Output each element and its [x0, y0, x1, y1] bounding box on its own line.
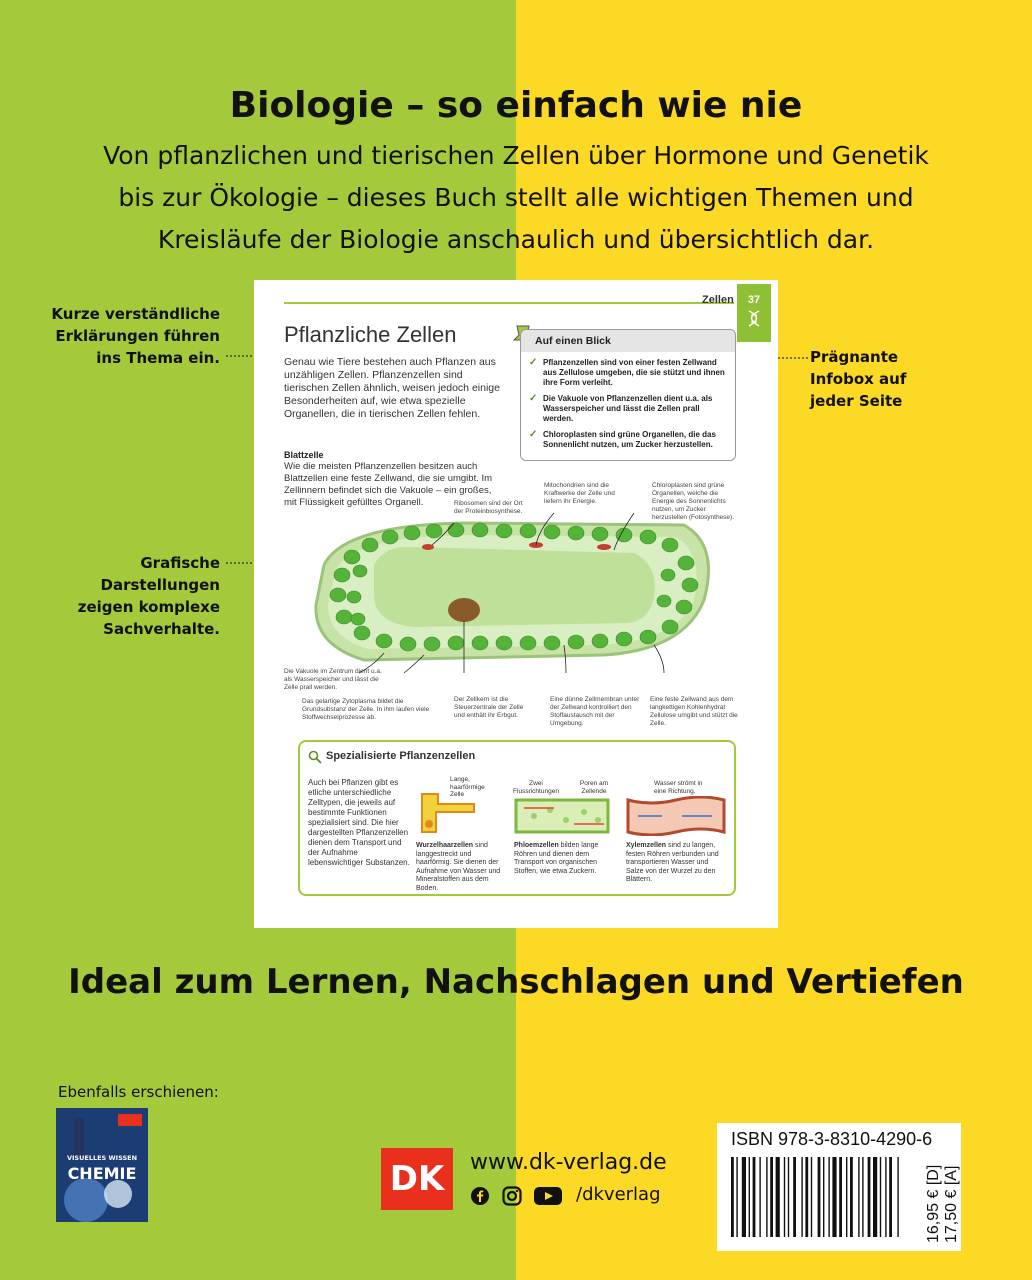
label-mitochondrien: Mitochondrien sind die Kraftwerke der Zelle und liefern ihr Energie.: [544, 482, 615, 505]
barcode-bar: [823, 1157, 824, 1237]
facebook-icon[interactable]: [470, 1186, 490, 1206]
callout-line: jeder Seite: [810, 392, 903, 410]
label-ribosomen: Ribosomen sind der Ort der Proteinbiosynthese.: [454, 500, 523, 515]
phloem-label-pores: Poren am Zellende: [579, 780, 609, 795]
xylem-label: Wasser strömt in eine Richtung.: [654, 780, 703, 795]
barcode-icon: [731, 1157, 921, 1237]
barcode-bar: [832, 1157, 836, 1237]
check-icon: ✓: [529, 429, 538, 440]
callout-line: Prägnante: [810, 348, 899, 366]
infobox-item-text: Pflanzenzellen sind von einer festen Zellwand aus Zellulose umgeben, die sie stützt und ihnen ihre Form verleiht.: [543, 358, 725, 387]
intro-line: bis zur Ökologie – dieses Buch stellt alle wichtigen Themen und: [118, 183, 914, 212]
infobox: [520, 329, 736, 461]
magnifier-icon: [308, 750, 322, 764]
dk-logo[interactable]: DK: [381, 1148, 453, 1210]
barcode-bar: [880, 1157, 881, 1237]
barcode-bar: [753, 1157, 756, 1237]
barcode-bar: [801, 1157, 802, 1237]
sample-page: [254, 280, 778, 928]
headline: Biologie – so einfach wie nie: [229, 85, 803, 126]
barcode-bar: [793, 1157, 796, 1237]
xylem-caption: [626, 842, 726, 885]
barcode-bar: [873, 1157, 877, 1237]
page-intro-text: Genau wie Tiere bestehen auch Pflanzen aus unzähligen Zellen. Pflanzenzellen sind tierischen Zellen ähnlich, weisen jedoch einige Besonderheiten auf, wie etwa spezielle Organellen, die in tierischen Zellen fehlen.: [284, 356, 500, 420]
check-icon: ✓: [529, 357, 538, 368]
root-text: sind langgestreckt und haarförmig. Sie dienen der Aufnahme von Wasser und Mineralstoffen aus dem Boden.: [416, 842, 501, 892]
instagram-icon[interactable]: [502, 1186, 522, 1206]
barcode-bar: [828, 1157, 829, 1237]
infobox-item-text: Die Vakuole von Pflanzenzellen dient u.a. als Wasserspeicher und lässt die Zellen prall werden.: [543, 394, 713, 423]
leaf-cell-text: Wie die meisten Pflanzenzellen besitzen auch Blattzellen eine feste Zellwand, die sie umgibt. Im Zellinnern befindet sich die Vakuole – ein großes, mit Flüssigkeit gefülltes Organell.: [284, 461, 493, 508]
root-name: Wurzelhaarzellen: [416, 842, 474, 849]
phloem-label-flow: Zwei Flussrichtungen: [513, 780, 559, 795]
social-handle[interactable]: /dkverlag: [576, 1184, 661, 1205]
barcode-bar: [784, 1157, 785, 1237]
vacuole: [374, 547, 655, 627]
phloem-name: Phloemzellen: [514, 842, 559, 849]
infobox-title: Auf einen Blick: [521, 330, 735, 352]
plant-cell-illustration: [304, 505, 724, 675]
barcode-bar: [885, 1157, 886, 1237]
barcode-bar: [862, 1157, 863, 1237]
barcode-bar: [759, 1157, 760, 1237]
page-title: Pflanzliche Zellen: [284, 322, 457, 347]
root-label: Lange, haarförmige Zelle: [450, 776, 485, 798]
callout-line: Erklärungen führen: [55, 327, 220, 345]
closing-slogan: Ideal zum Lernen, Nachschlagen und Vertiefen: [68, 962, 964, 1002]
barcode-bar: [811, 1157, 812, 1237]
label-vakuole: Die Vakuole im Zentrum dient u.a. als Wasserspeicher und lässt die Zelle prall werden.: [284, 668, 382, 691]
specialized-title: Spezialisierte Pflanzenzellen: [326, 750, 476, 762]
section-title: Zellen: [702, 294, 734, 306]
barcode-bar: [766, 1157, 767, 1237]
top-rule: [284, 302, 734, 304]
infobox-item: [529, 358, 727, 388]
nucleus: [448, 598, 480, 622]
intro-line: Von pflanzlichen und tierischen Zellen über Hormone und Genetik: [103, 141, 929, 170]
xylem-text: sind zu langen, festen Röhren verbunden und transportieren Wasser und Salze von der Wurzel zu den Blättern.: [626, 842, 719, 883]
intro-line: Kreisläufe der Biologie anschaulich und übersichtlich dar.: [157, 225, 875, 254]
leaf-cell-title: Blattzelle: [284, 450, 324, 460]
barcode-bar: [805, 1157, 808, 1237]
infobox-item: [529, 394, 727, 424]
isbn-text: ISBN 978-3-8310-4290-6: [731, 1129, 933, 1149]
callout-line: Sachverhalte.: [103, 620, 220, 638]
barcode-bar: [858, 1157, 859, 1237]
callout-line: Grafische: [140, 554, 220, 572]
dna-icon: [745, 310, 763, 332]
barcode-bar: [868, 1157, 871, 1237]
label-zellwand: Eine feste Zellwand aus dem langkettigen Kohlenhydrat Zellulose umgibt und stützt die Zelle.: [650, 696, 738, 727]
infobox-item: [529, 430, 727, 450]
barcode-bar: [889, 1157, 892, 1237]
callout-line: ins Thema ein.: [96, 349, 220, 367]
phloem-text: bilden lange Röhren und dienen dem Transport von organischen Stoffen, wie etwa Zuckern.: [514, 842, 599, 875]
cover-series: VISUELLES WISSEN: [66, 1154, 138, 1162]
callout-line: Kurze verständliche: [51, 305, 220, 323]
cover-title: CHEMIE: [67, 1164, 137, 1183]
barcode-bar: [850, 1157, 853, 1237]
xylem-name: Xylemzellen: [626, 842, 667, 849]
barcode-bar: [776, 1157, 780, 1237]
callout-line: zeigen komplexe: [77, 598, 220, 616]
root-caption: [416, 842, 508, 893]
specialized-intro: Auch bei Pflanzen gibt es etliche unterschiedliche Zelltypen, die jeweils auf bestimmte Funktionen spezialisiert sind. Die hier dargestellten Pflanzenzellen dienen dem Transport und der Aufnahme lebenswichtiger Substanzen.: [308, 778, 410, 867]
publisher-url[interactable]: www.dk-verlag.de: [470, 1150, 667, 1175]
label-chloroplasten: Chloroplasten sind grüne Organellen, welche die Energie des Sonnenlichts nutzen, um Zucker herzustellen (Fotosynthese).: [652, 482, 735, 521]
barcode-bar: [839, 1157, 842, 1237]
barcode-label: [717, 1123, 961, 1251]
barcode-bar: [742, 1157, 746, 1237]
barcode-bar: [770, 1157, 773, 1237]
page-number: 37: [747, 294, 761, 306]
page-tab: [737, 284, 771, 342]
infobox-list: [521, 358, 735, 450]
infobox-item-text: Chloroplasten sind grüne Organellen, die das Sonnenlicht nutzen, um Zucker herzustellen.: [543, 430, 716, 449]
price-de: 16,95 € [D]: [925, 1164, 942, 1243]
barcode-bar: [736, 1157, 737, 1237]
barcode-bar: [788, 1157, 789, 1237]
chemie-book-cover[interactable]: [56, 1108, 148, 1222]
barcode-bar: [749, 1157, 750, 1237]
label-zellkern: Der Zellkern ist die Steuerzentrale der Zelle und enthält ihr Erbgut.: [454, 696, 524, 719]
barcode-bar: [897, 1157, 898, 1237]
label-zellmembran: Eine dünne Zellmembran unter der Zellwand kontrolliert den Stoffaustausch mit der Umgebung.: [550, 696, 640, 727]
price-at: 17,50 € [A]: [943, 1165, 960, 1243]
specialized-cells-box: [298, 740, 736, 896]
phloem-cell-illustration: [514, 796, 610, 836]
phloem-caption: [514, 842, 608, 876]
label-zytoplasma: Das gelartige Zytoplasma bildet die Grundsubstanz der Zelle. In ihm laufen viele Stoffwechselprozesse ab.: [302, 698, 430, 721]
barcode-bar: [818, 1157, 821, 1237]
callout-line: Infobox auf: [810, 370, 907, 388]
youtube-icon[interactable]: [534, 1187, 562, 1205]
barcode-bar: [846, 1157, 847, 1237]
check-icon: ✓: [529, 393, 538, 404]
callout-line: Darstellungen: [100, 576, 220, 594]
xylem-cell-illustration: [626, 796, 726, 836]
also-published-label: Ebenfalls erschienen:: [58, 1083, 219, 1101]
barcode-bar: [731, 1157, 734, 1237]
